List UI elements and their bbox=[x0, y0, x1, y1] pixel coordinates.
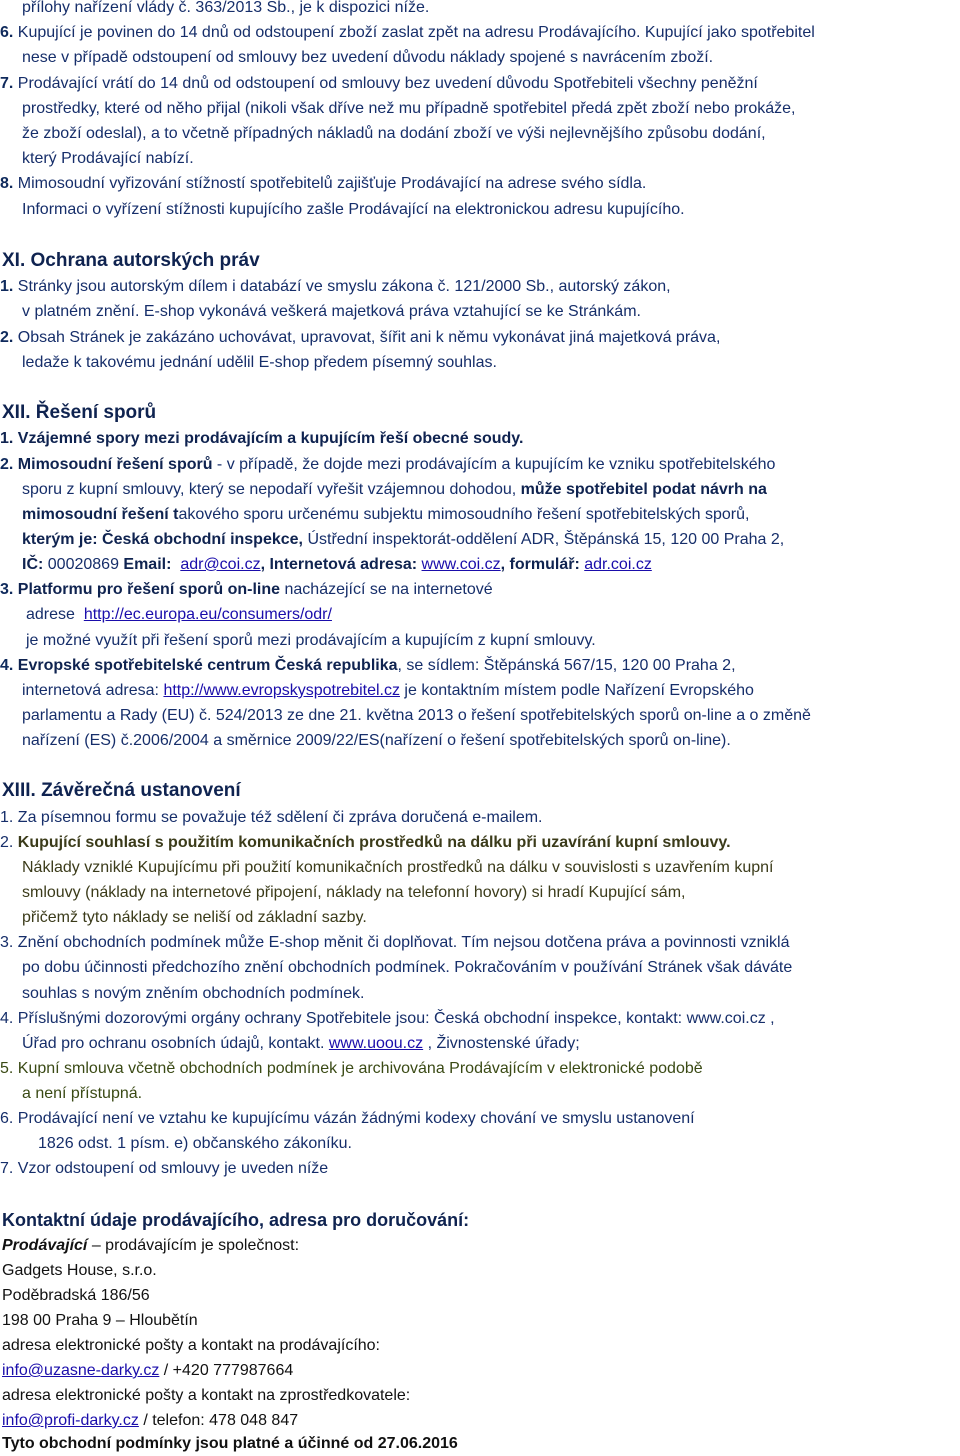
text-span: Stránky jsou autorským dílem i databází ve smyslu zákona č. 121/2000 Sb., autorský zákon, bbox=[17, 278, 671, 295]
text-line bbox=[0, 453, 775, 477]
text-span: Email: bbox=[123, 556, 172, 573]
text-line: 1826 odst. 1 písm. e) občanského zákoníku. bbox=[38, 1135, 352, 1152]
text-line: je možné využít při řešení sporů mezi prodávajícím a kupujícím z kupní smlouvy. bbox=[26, 632, 596, 649]
text-span: je kontaktním místem podle Nařízení Evropského bbox=[399, 682, 754, 699]
text-line: smlouvy (náklady na internetové připojení, náklady na telefonní hovory) si hradí Kupující sám, bbox=[22, 884, 686, 901]
text-span: Prodávající vrátí do 14 dnů od odstoupení od smlouvy bez uvedení důvodu Spotřebiteli všechny peněžní bbox=[17, 75, 758, 92]
text-line: parlamentu a Rady (EU) č. 524/2013 ze dne 21. května 2013 o řešení spotřebitelských sporů on-line a o změně bbox=[22, 707, 811, 724]
text-line: prostředky, které od něho přijal (nikoli však dříve než mu případně spotřebitel předá zpět zboží nebo prokáže, bbox=[22, 100, 796, 117]
text-line: souhlas s novým zněním obchodních podmínek. bbox=[22, 985, 365, 1002]
uoou-link[interactable]: www.uoou.cz bbox=[328, 1035, 424, 1052]
item-number: 2. bbox=[0, 329, 14, 346]
section-heading-xiii: XIII. Závěrečná ustanovení bbox=[2, 780, 241, 801]
company-name: Gadgets House, s.r.o. bbox=[2, 1262, 157, 1279]
text-line: nese v případě odstoupení od smlouvy bez uvedení důvodu náklady spojené s navrácením zboží. bbox=[22, 49, 714, 66]
text-span: internetová adresa: bbox=[22, 682, 159, 699]
text-span: 00020869 bbox=[43, 556, 124, 573]
text-span: Kupující je povinen do 14 dnů od odstoupení zboží zaslat zpět na adresu Prodávajícího. Kupující jako spotřebitel bbox=[17, 24, 815, 41]
text-line bbox=[0, 654, 736, 678]
item-number: 3. bbox=[0, 581, 14, 598]
text-span: sporu z kupní smlouvy, který se nepodaří vyřešit vzájemnou dohodou, bbox=[22, 481, 521, 498]
text-span: Evropské spotřebitelské centrum Česká republika bbox=[17, 657, 398, 674]
text-line bbox=[0, 326, 720, 350]
section-heading-xi: XI. Ochrana autorských práv bbox=[2, 250, 260, 271]
text-line bbox=[0, 578, 493, 602]
text-line: že zboží odeslal), a to včetně případných nákladů na dodání zboží ve výši nejlevnějšího způsobu dodání, bbox=[22, 125, 766, 142]
item-number: 2. bbox=[0, 456, 14, 473]
text-span: / telefon: 478 048 847 bbox=[138, 1412, 299, 1429]
text-line: přílohy nařízení vlády č. 363/2013 Sb., je k dispozici níže. bbox=[22, 0, 430, 16]
text-line: ledaže k takovému jednání udělil E-shop předem písemný souhlas. bbox=[22, 354, 497, 371]
address-street: Poděbradská 186/56 bbox=[2, 1287, 150, 1304]
text-line: Náklady vzniklé Kupujícímu při použití komunikačních prostředků na dálku v souvislosti s uzavřením kupní bbox=[22, 859, 774, 876]
text-line: nařízení (ES) č.2006/2004 a směrnice 2009/22/ES(nařízení o řešení spotřebitelských sporů on-line). bbox=[22, 732, 731, 749]
email-link[interactable]: adr@coi.cz bbox=[180, 556, 261, 573]
text-line: po dobu účinnosti předchozího znění obchodních podmínek. Pokračováním v používání Stránek však dáváte bbox=[22, 959, 793, 976]
text-span: , se sídlem: Štěpánská 567/15, 120 00 Praha 2, bbox=[397, 657, 736, 674]
text-span: nacházející se na internetové bbox=[280, 581, 493, 598]
text-span: Platformu pro řešení sporů on-line bbox=[17, 581, 281, 598]
section-heading-xii: XII. Řešení sporů bbox=[2, 402, 157, 423]
item-number: 1. bbox=[0, 278, 14, 295]
text-line bbox=[2, 1409, 298, 1433]
text-span: Kupující souhlasí s použitím komunikačních prostředků na dálku při uzavírání kupní smlouvy. bbox=[17, 834, 731, 851]
text-line: adresa elektronické pošty a kontakt na zprostředkovatele: bbox=[2, 1387, 411, 1404]
item-number: 7. bbox=[0, 75, 14, 92]
text-line: 5. Kupní smlouva včetně obchodních podmínek je archivována Prodávajícím v elektronické podobě bbox=[0, 1060, 703, 1077]
validity-note: Tyto obchodní podmínky jsou platné a účinné od 27.06.2016 bbox=[2, 1435, 458, 1452]
text-line: 7. Vzor odstoupení od smlouvy je uveden níže bbox=[0, 1160, 329, 1177]
text-span: – prodávajícím je společnost: bbox=[87, 1237, 300, 1254]
odr-link[interactable]: http://ec.europa.eu/consumers/odr/ bbox=[83, 606, 332, 623]
text-line: 4. Příslušnými dozorovými orgány ochrany Spotřebitele jsou: Česká obchodní inspekce, kontakt: www.coi.cz , bbox=[0, 1010, 775, 1027]
text-line bbox=[0, 275, 671, 299]
text-line: přičemž tyto náklady se neliší od základní sazby. bbox=[22, 909, 367, 926]
text-span: může spotřebitel podat návrh na bbox=[520, 481, 767, 498]
web-link[interactable]: www.coi.cz bbox=[421, 556, 501, 573]
text-span: Mimosoudní řešení sporů bbox=[17, 456, 213, 473]
text-span: akového sporu určenému subjektu mimosoudního řešení spotřebitelských sporů, bbox=[178, 506, 750, 523]
text-line bbox=[22, 503, 749, 527]
text-span: adrese bbox=[26, 606, 75, 623]
address-city: 198 00 Praha 9 – Hloubětín bbox=[2, 1312, 198, 1329]
broker-email-link[interactable]: info@profi-darky.cz bbox=[2, 1412, 139, 1429]
text-line: 1. Za písemnou formu se považuje též sdělení či zpráva doručená e-mailem. bbox=[0, 809, 543, 826]
contact-heading: Kontaktní údaje prodávajícího, adresa pro doručování: bbox=[2, 1210, 470, 1230]
text-line: 3. Znění obchodních podmínek může E-shop měnit či doplňovat. Tím nejsou dotčena práva a povinnosti vzniklá bbox=[0, 934, 790, 951]
text-line bbox=[2, 1359, 293, 1383]
text-line: 6. Prodávající není ve vztahu ke kupujícímu vázán žádnými kodexy chování ve smyslu ustanovení bbox=[0, 1110, 695, 1127]
text-line bbox=[2, 1234, 299, 1258]
text-span: Prodávající bbox=[2, 1237, 88, 1254]
text-span: - v případě, že dojde mezi prodávajícím a kupujícím ke vzniku spotřebitelského bbox=[212, 456, 776, 473]
text-line bbox=[0, 21, 815, 45]
seller-email-link[interactable]: info@uzasne-darky.cz bbox=[2, 1362, 160, 1379]
text-line bbox=[0, 172, 646, 196]
ecc-link[interactable]: http://www.evropskyspotrebitel.cz bbox=[163, 682, 400, 699]
item-number: 6. bbox=[0, 24, 14, 41]
text-line: Informaci o vyřízení stížnosti kupujícího zašle Prodávající na elektronickou adresu kupujícího. bbox=[22, 201, 685, 218]
text-line: který Prodávající nabízí. bbox=[22, 150, 194, 167]
text-line bbox=[0, 72, 758, 96]
form-link[interactable]: adr.coi.cz bbox=[584, 556, 652, 573]
text-line bbox=[26, 603, 332, 627]
text-span: , Živnostenské úřady; bbox=[423, 1035, 580, 1052]
text-line: a není přístupná. bbox=[22, 1085, 143, 1102]
text-span: Mimosoudní vyřizování stížností spotřebitelů zajišťuje Prodávající na adrese svého sídla. bbox=[17, 175, 647, 192]
text-line bbox=[22, 553, 652, 577]
text-span: kterým je: Česká obchodní inspekce, bbox=[22, 531, 303, 548]
item-number: 2. bbox=[0, 834, 14, 851]
text-span: Úřad pro ochranu osobních údajů, kontakt. bbox=[22, 1035, 329, 1052]
text-span: IČ: bbox=[22, 556, 44, 573]
text-line: 1. Vzájemné spory mezi prodávajícím a kupujícím řeší obecné soudy. bbox=[0, 430, 524, 447]
item-number: 4. bbox=[0, 657, 14, 674]
text-span: Ústřední inspektorát-oddělení ADR, Štěpánská 15, 120 00 Praha 2, bbox=[303, 531, 785, 548]
text-line bbox=[0, 831, 731, 855]
text-line bbox=[22, 1032, 580, 1056]
text-span: Obsah Stránek je zakázáno uchovávat, upravovat, šířit ani k němu vykonávat jiná majetková práva, bbox=[17, 329, 721, 346]
text-line bbox=[22, 478, 767, 502]
item-number: 8. bbox=[0, 175, 14, 192]
text-span: mimosoudní řešení t bbox=[22, 506, 179, 523]
text-span: , Internetová adresa: bbox=[260, 556, 418, 573]
text-span: , formulář: bbox=[500, 556, 580, 573]
text-span: / +420 777987664 bbox=[159, 1362, 294, 1379]
text-line bbox=[22, 679, 754, 703]
text-line: adresa elektronické pošty a kontakt na prodávajícího: bbox=[2, 1337, 380, 1354]
text-line bbox=[22, 528, 784, 552]
text-line: v platném znění. E-shop vykonává veškerá majetková práva vztahující se ke Stránkám. bbox=[22, 303, 641, 320]
